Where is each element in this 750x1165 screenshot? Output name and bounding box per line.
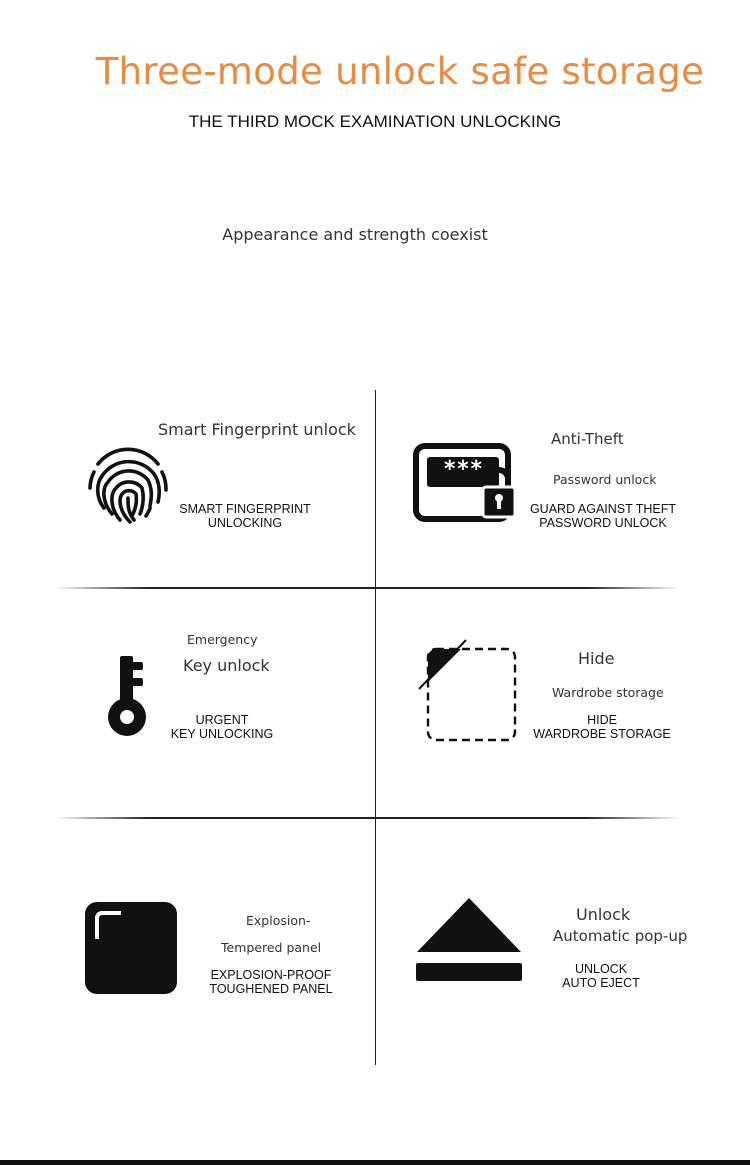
panel-caption: EXPLOSION-PROOF TOUGHENED PANEL xyxy=(209,968,333,996)
grid-divider-row-1 xyxy=(55,587,680,589)
eject-label-1: Unlock xyxy=(576,905,631,924)
bottom-border xyxy=(0,1160,750,1165)
password-icon-text: *** xyxy=(443,457,483,482)
fingerprint-caption: SMART FINGERPRINT UNLOCKING xyxy=(179,502,311,530)
grid-divider-row-2 xyxy=(55,817,680,819)
grid-divider-vertical xyxy=(375,390,376,1065)
password-label-2: Password unlock xyxy=(553,472,657,487)
panel-label-2: Tempered panel xyxy=(221,940,322,955)
tempered-panel-icon xyxy=(85,902,177,994)
password-lock-icon xyxy=(413,443,517,525)
password-label-1: Anti-Theft xyxy=(551,430,624,448)
key-label-1: Emergency xyxy=(187,632,258,647)
hide-label-1: Hide xyxy=(578,649,615,668)
eject-caption: UNLOCK AUTO EJECT xyxy=(562,962,640,990)
page-title: Three-mode unlock safe storage xyxy=(95,50,705,93)
fingerprint-icon xyxy=(84,438,172,526)
page-subtitle: THE THIRD MOCK EXAMINATION UNLOCKING xyxy=(188,112,562,131)
hidden-compartment-icon xyxy=(417,638,521,744)
eject-icon xyxy=(415,897,523,983)
key-icon xyxy=(107,654,151,738)
panel-label-1: Explosion- xyxy=(246,913,311,928)
hide-caption: HIDE WARDROBE STORAGE xyxy=(533,713,671,741)
key-label-2: Key unlock xyxy=(183,656,270,675)
key-caption: URGENT KEY UNLOCKING xyxy=(170,713,274,741)
hide-label-2: Wardrobe storage xyxy=(552,685,664,700)
tagline: Appearance and strength coexist xyxy=(222,225,488,244)
password-caption: GUARD AGAINST THEFT PASSWORD UNLOCK xyxy=(529,502,677,530)
fingerprint-label: Smart Fingerprint unlock xyxy=(158,420,356,439)
eject-label-2: Automatic pop-up xyxy=(553,927,688,945)
